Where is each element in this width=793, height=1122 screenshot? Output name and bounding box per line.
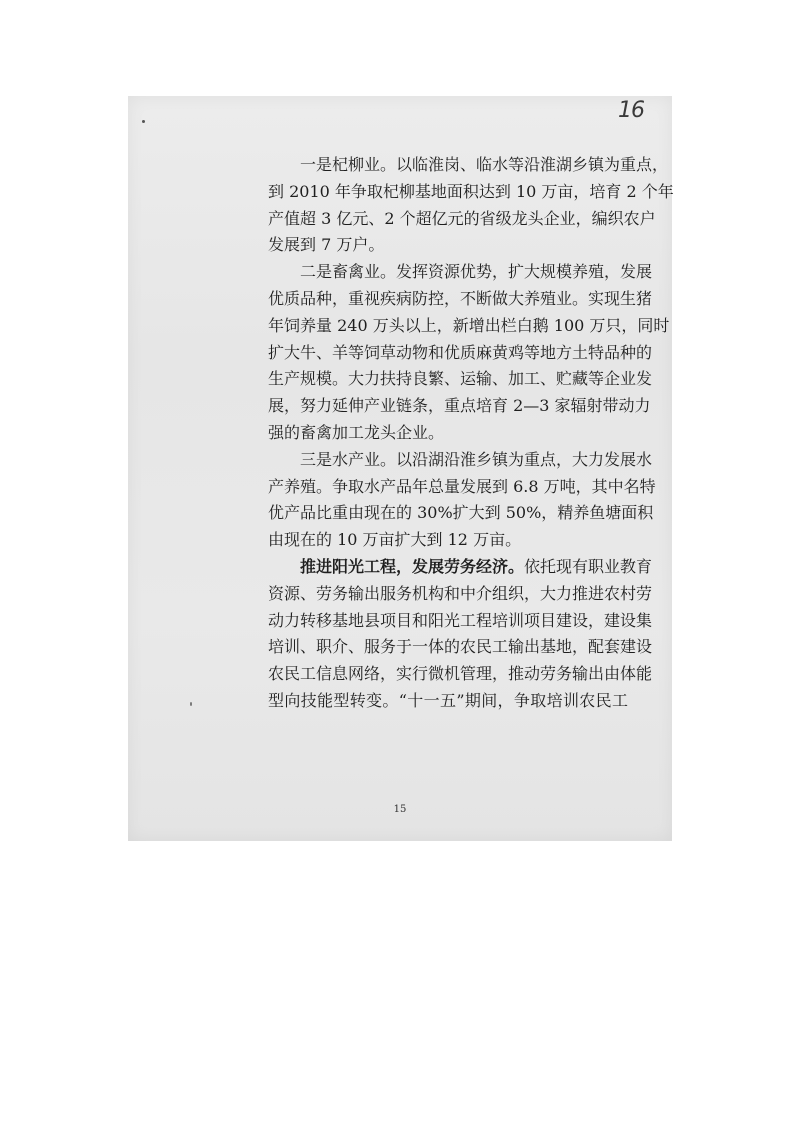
text-line: 动力转移基地县项目和阳光工程培训项目建设，建设集	[268, 610, 653, 630]
text-line: 扩大牛、羊等饲草动物和优质麻黄鸡等地方土特品种的	[268, 342, 653, 362]
text-line: 产值超 3 亿元、2 个超亿元的省级龙头企业，编织农户	[268, 208, 656, 228]
text-line: 二是畜禽业。发挥资源优势，扩大规模养殖，发展	[300, 262, 653, 282]
text-line: 由现在的 10 万亩扩大到 12 万亩。	[268, 530, 522, 550]
text-line: 生产规模。大力扶持良繁、运输、加工、贮藏等企业发	[268, 369, 653, 389]
paragraph-aquaculture	[268, 447, 656, 554]
text-line: 优产品比重由现在的 30%扩大到 50%，精养鱼塘面积	[268, 503, 654, 523]
scan-dust-mark	[190, 702, 192, 706]
text-line: 发展到 7 万户。	[268, 235, 385, 255]
handwritten-page-number: 16	[618, 98, 644, 123]
text-line: 产养殖。争取水产品年总量发展到 6.8 万吨，其中名特	[268, 476, 656, 496]
page-number: 15	[393, 804, 407, 815]
paragraph-sunshine-project	[268, 554, 653, 715]
paragraph-willow-industry	[268, 152, 674, 259]
text-line: 强的畜禽加工龙头企业。	[268, 422, 445, 442]
text-line: 资源、劳务输出服务机构和中介组织，大力推进农村劳	[268, 583, 653, 603]
text-line: 优质品种，重视疾病防控，不断做大养殖业。实现生猪	[268, 288, 653, 308]
document-body	[268, 152, 674, 715]
text-line	[268, 554, 653, 581]
text-line: 型向技能型转变。“十一五”期间，争取培训农民工	[268, 690, 628, 710]
text-line: 一是杞柳业。以临淮岗、临水等沿淮湖乡镇为重点，	[300, 155, 669, 174]
text-line: 年饲养量 240 万头以上，新增出栏白鹅 100 万只，同时	[268, 315, 670, 335]
text-run: 依托现有职业教育	[524, 556, 653, 576]
section-heading: 推进阳光工程，发展劳务经济。	[300, 556, 525, 576]
scan-dust-mark	[142, 120, 145, 123]
text-line: 培训、职介、服务于一体的农民工输出基地，配套建设	[268, 637, 653, 657]
text-line: 农民工信息网络，实行微机管理，推动劳务输出由体能	[268, 664, 653, 684]
scanned-page	[128, 96, 672, 841]
text-line: 展，努力延伸产业链条，重点培育 2—3 家辐射带动力	[268, 396, 651, 416]
text-line: 三是水产业。以沿湖沿淮乡镇为重点，大力发展水	[300, 449, 653, 469]
text-line: 到 2010 年争取杞柳基地面积达到 10 万亩，培育 2 个年	[268, 181, 674, 201]
paragraph-livestock-industry	[268, 259, 670, 447]
